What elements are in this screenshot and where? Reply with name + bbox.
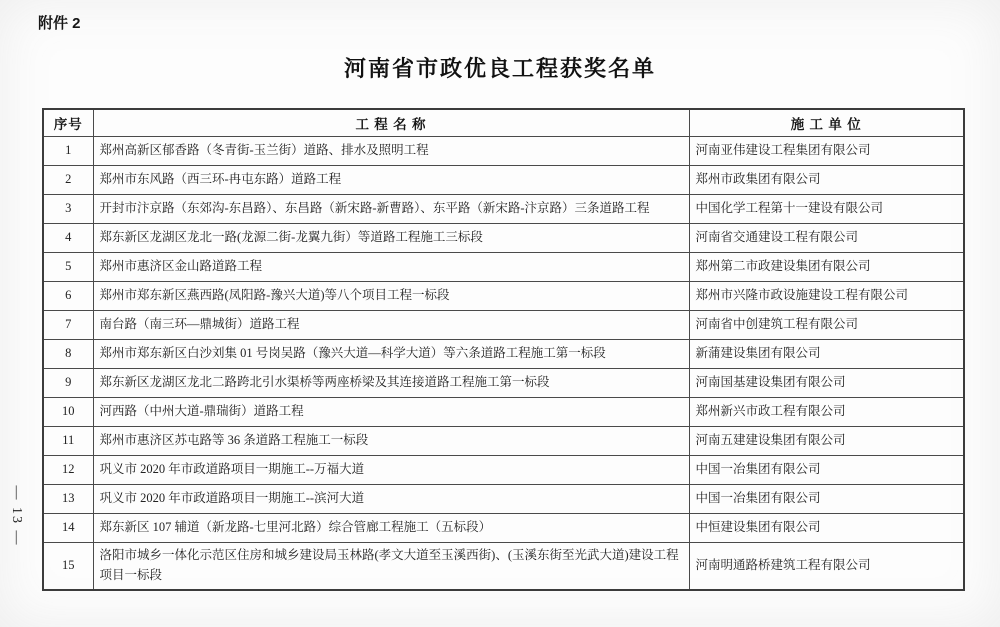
column-header-number: 序号 xyxy=(43,109,93,136)
project-name: 巩义市 2020 年市政道路项目一期施工--滨河大道 xyxy=(93,484,689,513)
company-name: 郑州市政集团有限公司 xyxy=(689,165,964,194)
table-row xyxy=(43,165,964,194)
table-row xyxy=(43,339,964,368)
row-number: 5 xyxy=(43,252,93,281)
row-number: 7 xyxy=(43,310,93,339)
project-name: 巩义市 2020 年市政道路项目一期施工--万福大道 xyxy=(93,455,689,484)
table-row xyxy=(43,310,964,339)
row-number: 9 xyxy=(43,368,93,397)
project-name: 郑州高新区郁香路（冬青街-玉兰街）道路、排水及照明工程 xyxy=(93,136,689,165)
column-header-company: 施 工 单 位 xyxy=(689,109,964,136)
table-row xyxy=(43,455,964,484)
company-name: 中国一冶集团有限公司 xyxy=(689,484,964,513)
table-row xyxy=(43,281,964,310)
table-row xyxy=(43,426,964,455)
table-row xyxy=(43,223,964,252)
row-number: 10 xyxy=(43,397,93,426)
project-name: 郑东新区龙湖区龙北一路(龙源二街-龙翼九街）等道路工程施工三标段 xyxy=(93,223,689,252)
attachment-label: 附件 2 xyxy=(38,15,81,32)
project-name: 郑州市郑东新区白沙刘集 01 号岗吴路（豫兴大道—科学大道）等六条道路工程施工第一标段 xyxy=(93,339,689,368)
row-number: 2 xyxy=(43,165,93,194)
row-number: 11 xyxy=(43,426,93,455)
page-title: 河南省市政优良工程获奖名单 xyxy=(343,56,656,81)
page-number: — 13 — xyxy=(9,485,24,547)
project-name: 郑州市惠济区苏屯路等 36 条道路工程施工一标段 xyxy=(93,426,689,455)
company-name: 郑州第二市政建设集团有限公司 xyxy=(689,252,964,281)
company-name: 郑州新兴市政工程有限公司 xyxy=(689,397,964,426)
table-header-row xyxy=(43,109,964,136)
row-number: 3 xyxy=(43,194,93,223)
table-row xyxy=(43,194,964,223)
table-row xyxy=(43,252,964,281)
project-name: 郑东新区 107 辅道（新龙路-七里河北路）综合管廊工程施工（五标段） xyxy=(93,513,689,542)
company-name: 中国化学工程第十一建设有限公司 xyxy=(689,194,964,223)
row-number: 6 xyxy=(43,281,93,310)
company-name: 河南亚伟建设工程集团有限公司 xyxy=(689,136,964,165)
company-name: 河南明通路桥建筑工程有限公司 xyxy=(689,542,964,590)
table-row xyxy=(43,513,964,542)
project-name: 开封市汴京路（东郊沟-东昌路）、东昌路（新宋路-新曹路）、东平路（新宋路-汴京路）三条道路工程 xyxy=(93,194,689,223)
project-name: 郑州市东风路（西三环-冉屯东路）道路工程 xyxy=(93,165,689,194)
row-number: 13 xyxy=(43,484,93,513)
project-name: 南台路（南三环—鼎城街）道路工程 xyxy=(93,310,689,339)
project-name: 郑州市惠济区金山路道路工程 xyxy=(93,252,689,281)
project-name: 郑东新区龙湖区龙北二路跨北引水渠桥等两座桥梁及其连接道路工程施工第一标段 xyxy=(93,368,689,397)
project-name: 河西路（中州大道-鼎瑞街）道路工程 xyxy=(93,397,689,426)
row-number: 12 xyxy=(43,455,93,484)
table-row xyxy=(43,136,964,165)
company-name: 新蒲建设集团有限公司 xyxy=(689,339,964,368)
table-row xyxy=(43,397,964,426)
company-name: 河南省交通建设工程有限公司 xyxy=(689,223,964,252)
company-name: 河南国基建设集团有限公司 xyxy=(689,368,964,397)
table-row xyxy=(43,368,964,397)
company-name: 中恒建设集团有限公司 xyxy=(689,513,964,542)
project-name: 洛阳市城乡一体化示范区住房和城乡建设局玉林路(孝文大道至玉溪西街)、(玉溪东街至光武大道)建设工程项目一标段 xyxy=(93,542,689,590)
column-header-project: 工 程 名 称 xyxy=(93,109,689,136)
row-number: 8 xyxy=(43,339,93,368)
table-row xyxy=(43,542,964,590)
row-number: 4 xyxy=(43,223,93,252)
company-name: 中国一冶集团有限公司 xyxy=(689,455,964,484)
project-name: 郑州市郑东新区燕西路(凤阳路-豫兴大道)等八个项目工程一标段 xyxy=(93,281,689,310)
company-name: 河南五建建设集团有限公司 xyxy=(689,426,964,455)
row-number: 14 xyxy=(43,513,93,542)
row-number: 1 xyxy=(43,136,93,165)
table-row xyxy=(43,484,964,513)
row-number: 15 xyxy=(43,542,93,590)
awards-table xyxy=(42,108,965,591)
company-name: 河南省中创建筑工程有限公司 xyxy=(689,310,964,339)
company-name: 郑州市兴隆市政设施建设工程有限公司 xyxy=(689,281,964,310)
